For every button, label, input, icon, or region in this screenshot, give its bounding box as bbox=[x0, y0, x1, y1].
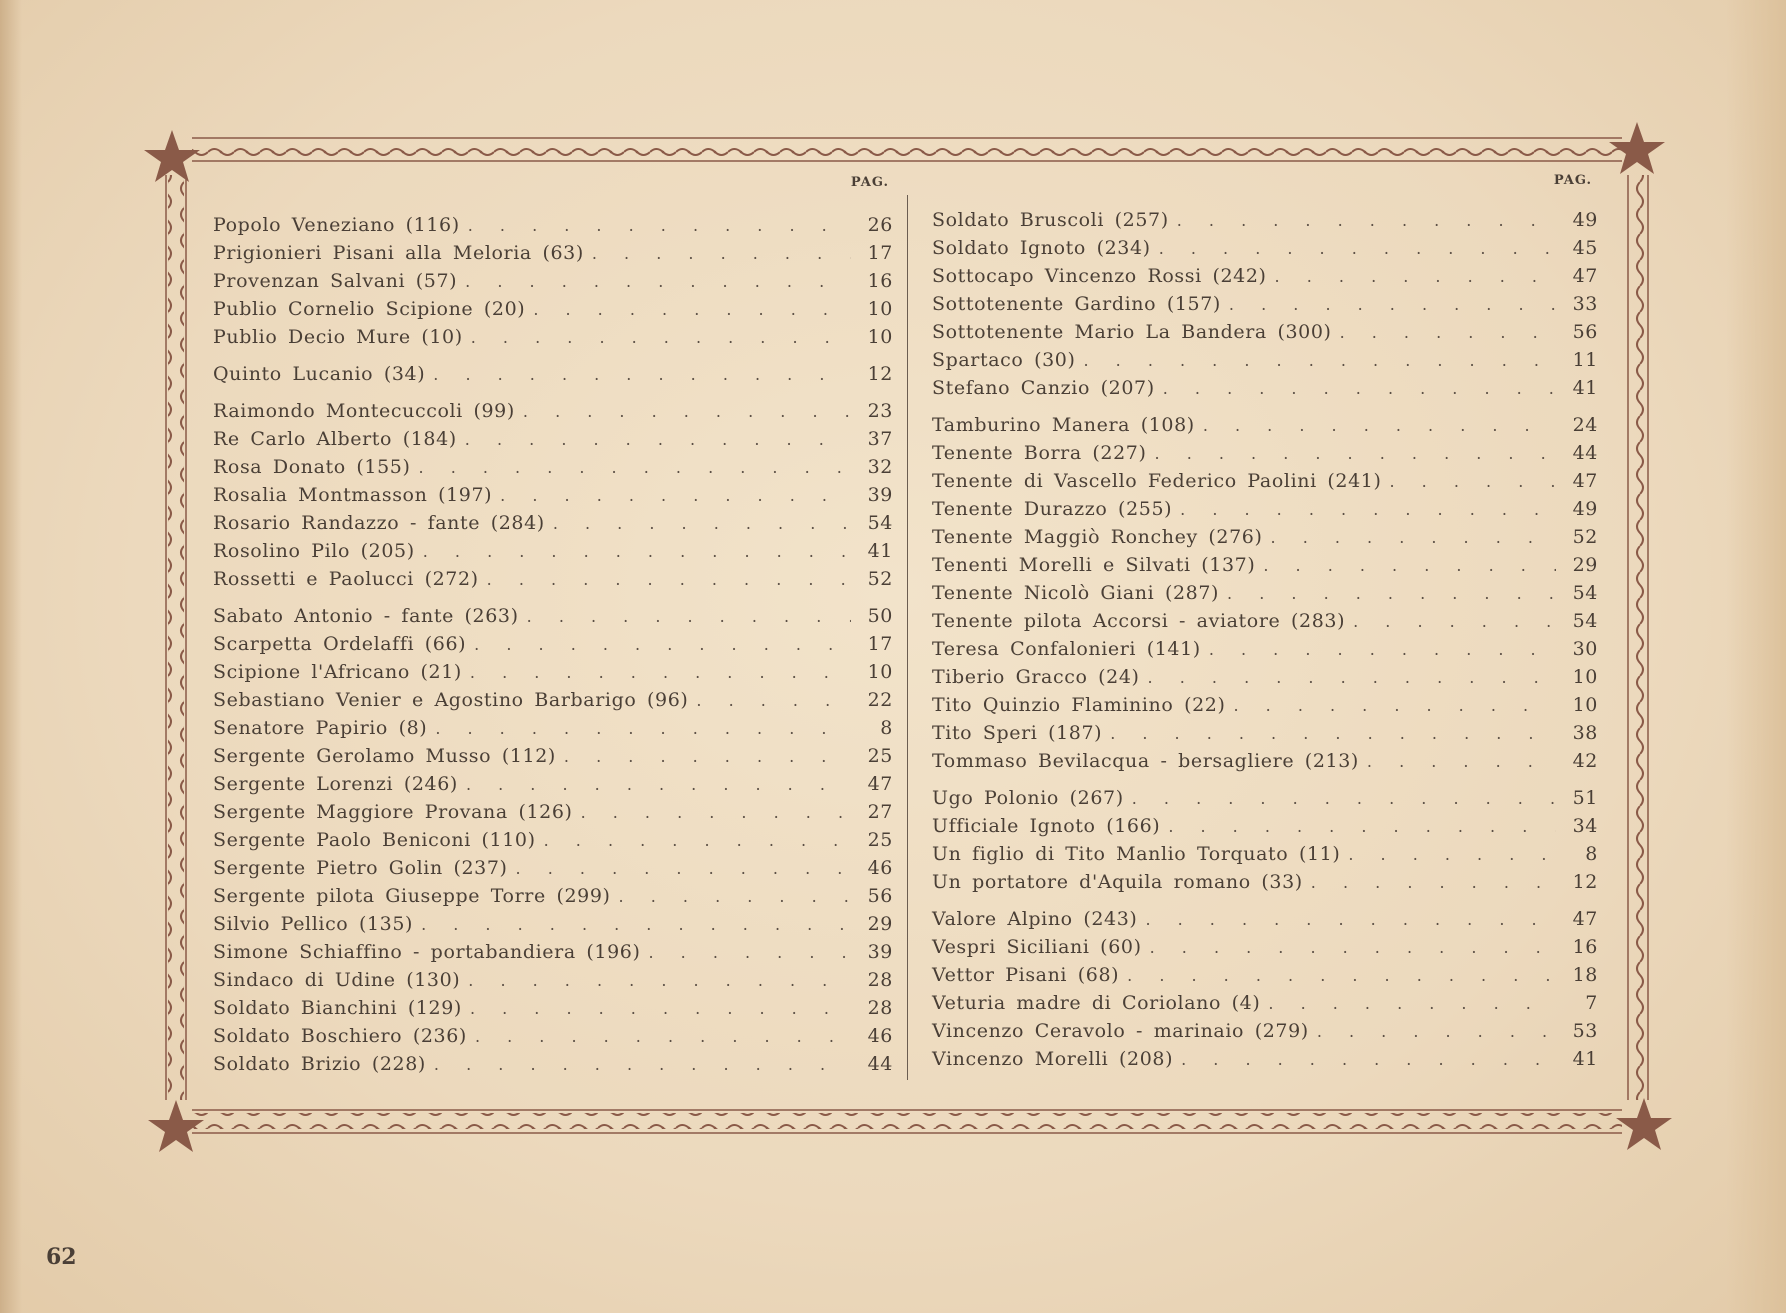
entry-title: Publio Decio Mure (10) bbox=[213, 326, 463, 348]
entry-title: Veturia madre di Coriolano (4) bbox=[932, 992, 1261, 1014]
index-entry bbox=[213, 454, 893, 480]
entry-title: Tiberio Gracco (24) bbox=[932, 666, 1140, 688]
entry-page-number: 47 bbox=[1572, 470, 1598, 492]
entry-title: Re Carlo Alberto (184) bbox=[213, 428, 457, 450]
entry-page-number: 54 bbox=[1572, 582, 1598, 604]
index-entry bbox=[932, 692, 1598, 718]
entry-page-number: 51 bbox=[1572, 787, 1598, 809]
index-entry bbox=[213, 939, 893, 965]
entry-page-number: 45 bbox=[1572, 237, 1598, 259]
entry-page-number: 10 bbox=[867, 298, 893, 320]
dot-leader bbox=[1268, 991, 1556, 1017]
entry-title: Tenente Maggiò Ronchey (276) bbox=[932, 526, 1263, 548]
entry-title: Vettor Pisani (68) bbox=[932, 964, 1120, 986]
entry-page-number: 34 bbox=[1572, 815, 1598, 837]
index-entry bbox=[213, 1023, 893, 1049]
entry-page-number: 23 bbox=[867, 400, 893, 422]
dot-leader bbox=[470, 660, 851, 686]
entry-page-number: 46 bbox=[867, 1025, 893, 1047]
entry-title: Tommaso Bevilacqua - bersagliere (213) bbox=[932, 750, 1359, 772]
entry-page-number: 7 bbox=[1585, 992, 1598, 1014]
dot-leader bbox=[648, 940, 851, 966]
dot-leader bbox=[544, 828, 851, 854]
entry-title: Rosolino Pilo (205) bbox=[213, 540, 415, 562]
index-entry bbox=[932, 468, 1598, 494]
dot-leader bbox=[1340, 320, 1556, 346]
dot-leader bbox=[1311, 870, 1556, 896]
entry-title: Sergente pilota Giuseppe Torre (299) bbox=[213, 885, 611, 907]
pag-header: PAG. bbox=[1553, 173, 1592, 188]
entry-title: Scipione l'Africano (21) bbox=[213, 661, 462, 683]
index-entry bbox=[932, 412, 1598, 438]
bottom-border bbox=[192, 1110, 1622, 1133]
dot-leader bbox=[471, 325, 851, 351]
index-entry bbox=[932, 319, 1598, 345]
dot-leader bbox=[1083, 348, 1556, 374]
entry-title: Quinto Lucanio (34) bbox=[213, 363, 426, 385]
entry-title: Vincenzo Morelli (208) bbox=[932, 1048, 1174, 1070]
entry-page-number: 38 bbox=[1572, 722, 1598, 744]
index-entry bbox=[213, 631, 893, 657]
entry-page-number: 47 bbox=[1572, 265, 1598, 287]
index-entry bbox=[932, 636, 1598, 662]
index-entry bbox=[213, 995, 893, 1021]
entry-page-number: 18 bbox=[1572, 964, 1598, 986]
index-entry bbox=[213, 538, 893, 564]
index-entry bbox=[213, 510, 893, 536]
entry-page-number: 27 bbox=[867, 801, 893, 823]
index-entry bbox=[932, 440, 1598, 466]
dot-leader bbox=[1180, 497, 1556, 523]
index-entry bbox=[213, 482, 893, 508]
entry-page-number: 39 bbox=[867, 484, 893, 506]
dot-leader bbox=[1155, 441, 1556, 467]
entry-title: Sottotenente Mario La Bandera (300) bbox=[932, 321, 1332, 343]
index-entry bbox=[932, 1046, 1598, 1072]
entry-page-number: 49 bbox=[1572, 209, 1598, 231]
entry-title: Sebastiano Venier e Agostino Barbarigo (96) bbox=[213, 689, 689, 711]
right-border bbox=[1628, 175, 1648, 1100]
index-entry bbox=[932, 207, 1598, 233]
dot-leader bbox=[1390, 469, 1557, 495]
dot-leader bbox=[696, 688, 851, 714]
entry-title: Tamburino Manera (108) bbox=[932, 414, 1195, 436]
dot-leader bbox=[1233, 693, 1556, 719]
dot-leader bbox=[1263, 553, 1556, 579]
dot-leader bbox=[434, 1052, 851, 1078]
dot-leader bbox=[419, 455, 851, 481]
index-entry bbox=[213, 240, 893, 266]
dot-leader bbox=[527, 604, 851, 630]
entry-page-number: 56 bbox=[867, 885, 893, 907]
entry-title: Sergente Pietro Golin (237) bbox=[213, 857, 508, 879]
entry-page-number: 29 bbox=[867, 913, 893, 935]
index-entry bbox=[932, 347, 1598, 373]
dot-leader bbox=[1209, 637, 1556, 663]
index-entry bbox=[213, 603, 893, 629]
entry-page-number: 10 bbox=[1572, 666, 1598, 688]
index-entry bbox=[932, 524, 1598, 550]
entry-page-number: 54 bbox=[867, 512, 893, 534]
entry-page-number: 29 bbox=[1572, 554, 1598, 576]
index-entry bbox=[213, 324, 893, 350]
entry-title: Tito Speri (187) bbox=[932, 722, 1103, 744]
entry-title: Ugo Polonio (267) bbox=[932, 787, 1124, 809]
dot-leader bbox=[1317, 1019, 1556, 1045]
index-entry bbox=[932, 608, 1598, 634]
dot-leader bbox=[468, 968, 851, 994]
entry-page-number: 47 bbox=[1572, 908, 1598, 930]
dot-leader bbox=[1271, 525, 1556, 551]
dot-leader bbox=[581, 800, 851, 826]
entry-title: Rosalia Montmasson (197) bbox=[213, 484, 493, 506]
entry-title: Sergente Gerolamo Musso (112) bbox=[213, 745, 556, 767]
index-entry bbox=[932, 785, 1598, 811]
index-entry bbox=[213, 426, 893, 452]
entry-title: Vespri Siciliani (60) bbox=[932, 936, 1142, 958]
index-entry bbox=[932, 934, 1598, 960]
entry-title: Stefano Canzio (207) bbox=[932, 377, 1155, 399]
dot-leader bbox=[1229, 292, 1556, 318]
entry-title: Raimondo Montecuccoli (99) bbox=[213, 400, 515, 422]
entry-title: Senatore Papirio (8) bbox=[213, 717, 428, 739]
entry-page-number: 10 bbox=[1572, 694, 1598, 716]
index-entry bbox=[213, 566, 893, 592]
dot-leader bbox=[474, 632, 851, 658]
entry-page-number: 28 bbox=[867, 997, 893, 1019]
entry-page-number: 24 bbox=[1572, 414, 1598, 436]
entry-page-number: 44 bbox=[1572, 442, 1598, 464]
index-entry bbox=[213, 967, 893, 993]
index-entry bbox=[932, 496, 1598, 522]
left-border bbox=[166, 175, 186, 1100]
dot-leader bbox=[466, 772, 851, 798]
entry-title: Sabato Antonio - fante (263) bbox=[213, 605, 519, 627]
entry-title: Silvio Pellico (135) bbox=[213, 913, 414, 935]
index-entry bbox=[213, 827, 893, 853]
entry-title: Tenente di Vascello Federico Paolini (241) bbox=[932, 470, 1382, 492]
entry-page-number: 26 bbox=[867, 214, 893, 236]
entry-page-number: 12 bbox=[867, 363, 893, 385]
index-entry bbox=[213, 883, 893, 909]
entry-page-number: 56 bbox=[1572, 321, 1598, 343]
entry-title: Un figlio di Tito Manlio Torquato (11) bbox=[932, 843, 1341, 865]
entry-title: Sergente Paolo Beniconi (110) bbox=[213, 829, 536, 851]
entry-page-number: 46 bbox=[867, 857, 893, 879]
entry-title: Rosario Randazzo - fante (284) bbox=[213, 512, 545, 534]
dot-leader bbox=[1163, 376, 1556, 402]
entry-title: Provenzan Salvani (57) bbox=[213, 270, 458, 292]
entry-title: Publio Cornelio Scipione (20) bbox=[213, 298, 526, 320]
entry-page-number: 25 bbox=[867, 745, 893, 767]
dot-leader bbox=[1275, 264, 1556, 290]
index-entry bbox=[932, 748, 1598, 774]
entry-title: Tenente pilota Accorsi - aviatore (283) bbox=[932, 610, 1346, 632]
index-entry bbox=[213, 659, 893, 685]
entry-page-number: 41 bbox=[1572, 1048, 1598, 1070]
dot-leader bbox=[1168, 814, 1556, 840]
index-entry bbox=[213, 398, 893, 424]
dot-leader bbox=[465, 427, 851, 453]
entry-page-number: 12 bbox=[1572, 871, 1598, 893]
entry-page-number: 53 bbox=[1572, 1020, 1598, 1042]
dot-leader bbox=[1127, 963, 1556, 989]
entry-page-number: 17 bbox=[867, 633, 893, 655]
star-icon-bottom-right bbox=[1616, 1098, 1672, 1150]
entry-page-number: 50 bbox=[867, 605, 893, 627]
entry-title: Sergente Maggiore Provana (126) bbox=[213, 801, 573, 823]
entry-title: Rosa Donato (155) bbox=[213, 456, 411, 478]
index-entry bbox=[213, 687, 893, 713]
dot-leader bbox=[1150, 935, 1556, 961]
dot-leader bbox=[1110, 721, 1556, 747]
index-entry bbox=[932, 235, 1598, 261]
index-entry bbox=[213, 799, 893, 825]
dot-leader bbox=[1227, 581, 1556, 607]
entry-page-number: 42 bbox=[1572, 750, 1598, 772]
entry-page-number: 52 bbox=[867, 568, 893, 590]
index-entry bbox=[932, 962, 1598, 988]
dot-leader bbox=[433, 362, 851, 388]
entry-page-number: 17 bbox=[867, 242, 893, 264]
dot-leader bbox=[465, 269, 851, 295]
index-entry bbox=[213, 911, 893, 937]
entry-title: Un portatore d'Aquila romano (33) bbox=[932, 871, 1303, 893]
entry-title: Spartaco (30) bbox=[932, 349, 1076, 371]
index-entry bbox=[932, 990, 1598, 1016]
entry-title: Teresa Confalonieri (141) bbox=[932, 638, 1201, 660]
entry-page-number: 41 bbox=[1572, 377, 1598, 399]
entry-title: Tenente Durazzo (255) bbox=[932, 498, 1173, 520]
index-entry bbox=[932, 720, 1598, 746]
index-entry bbox=[213, 855, 893, 881]
entry-title: Tenente Nicolò Giani (287) bbox=[932, 582, 1220, 604]
pag-header: PAG. bbox=[850, 175, 889, 190]
index-entry bbox=[213, 212, 893, 238]
entry-title: Simone Schiaffino - portabandiera (196) bbox=[213, 941, 641, 963]
dot-leader bbox=[421, 912, 851, 938]
dot-leader bbox=[1203, 413, 1556, 439]
dot-leader bbox=[564, 744, 851, 770]
entry-title: Soldato Ignoto (234) bbox=[932, 237, 1151, 259]
index-entry bbox=[213, 1051, 893, 1077]
index-entry bbox=[932, 375, 1598, 401]
index-entry bbox=[213, 268, 893, 294]
dot-leader bbox=[470, 996, 851, 1022]
entry-page-number: 32 bbox=[867, 456, 893, 478]
entry-page-number: 10 bbox=[867, 661, 893, 683]
index-entry bbox=[932, 291, 1598, 317]
entry-title: Ufficiale Ignoto (166) bbox=[932, 815, 1161, 837]
entry-page-number: 49 bbox=[1572, 498, 1598, 520]
dot-leader bbox=[553, 511, 851, 537]
entry-title: Popolo Veneziano (116) bbox=[213, 214, 460, 236]
entry-page-number: 10 bbox=[867, 326, 893, 348]
entry-page-number: 44 bbox=[867, 1053, 893, 1075]
index-entry bbox=[932, 813, 1598, 839]
entry-page-number: 16 bbox=[867, 270, 893, 292]
entry-title: Tenente Borra (227) bbox=[932, 442, 1147, 464]
entry-page-number: 8 bbox=[1585, 843, 1598, 865]
entry-page-number: 8 bbox=[880, 717, 893, 739]
entry-title: Soldato Bianchini (129) bbox=[213, 997, 462, 1019]
entry-page-number: 47 bbox=[867, 773, 893, 795]
dot-leader bbox=[435, 716, 851, 742]
index-entry bbox=[213, 771, 893, 797]
top-border bbox=[192, 138, 1622, 161]
dot-leader bbox=[1367, 749, 1556, 775]
dot-leader bbox=[533, 297, 851, 323]
dot-leader bbox=[487, 567, 851, 593]
entry-page-number: 33 bbox=[1572, 293, 1598, 315]
index-entry bbox=[932, 664, 1598, 690]
dot-leader bbox=[1148, 665, 1556, 691]
dot-leader bbox=[500, 483, 851, 509]
dot-leader bbox=[592, 241, 851, 267]
entry-title: Sindaco di Udine (130) bbox=[213, 969, 461, 991]
entry-title: Tito Quinzio Flaminino (22) bbox=[932, 694, 1226, 716]
entry-page-number: 22 bbox=[867, 689, 893, 711]
entry-title: Soldato Bruscoli (257) bbox=[932, 209, 1169, 231]
entry-page-number: 41 bbox=[867, 540, 893, 562]
index-entry bbox=[932, 869, 1598, 895]
dot-leader bbox=[1353, 609, 1556, 635]
entry-title: Sergente Lorenzi (246) bbox=[213, 773, 458, 795]
column-divider bbox=[907, 195, 908, 1080]
entry-title: Sottotenente Gardino (157) bbox=[932, 293, 1221, 315]
entry-title: Soldato Brizio (228) bbox=[213, 1053, 426, 1075]
index-entry bbox=[932, 263, 1598, 289]
dot-leader bbox=[423, 539, 851, 565]
entry-title: Prigionieri Pisani alla Meloria (63) bbox=[213, 242, 584, 264]
index-entry bbox=[932, 1018, 1598, 1044]
star-icon-top-left bbox=[144, 130, 200, 182]
dot-leader bbox=[1177, 208, 1556, 234]
dot-leader bbox=[1159, 236, 1556, 262]
entry-page-number: 25 bbox=[867, 829, 893, 851]
index-entry bbox=[213, 715, 893, 741]
entry-page-number: 30 bbox=[1572, 638, 1598, 660]
index-entry bbox=[213, 743, 893, 769]
dot-leader bbox=[1145, 907, 1556, 933]
index-entry bbox=[932, 906, 1598, 932]
index-entry bbox=[932, 552, 1598, 578]
entry-title: Valore Alpino (243) bbox=[932, 908, 1138, 930]
entry-title: Vincenzo Ceravolo - marinaio (279) bbox=[932, 1020, 1309, 1042]
entry-title: Soldato Boschiero (236) bbox=[213, 1025, 467, 1047]
entry-page-number: 52 bbox=[1572, 526, 1598, 548]
dot-leader bbox=[516, 856, 851, 882]
entry-title: Sottocapo Vincenzo Rossi (242) bbox=[932, 265, 1267, 287]
entry-page-number: 11 bbox=[1572, 349, 1598, 371]
page-number: 62 bbox=[46, 1244, 77, 1270]
entry-title: Rossetti e Paolucci (272) bbox=[213, 568, 479, 590]
entry-page-number: 28 bbox=[867, 969, 893, 991]
entry-title: Tenenti Morelli e Silvati (137) bbox=[932, 554, 1256, 576]
index-entry bbox=[932, 841, 1598, 867]
entry-page-number: 16 bbox=[1572, 936, 1598, 958]
index-entry bbox=[932, 580, 1598, 606]
dot-leader bbox=[1348, 842, 1556, 868]
entry-page-number: 37 bbox=[867, 428, 893, 450]
dot-leader bbox=[468, 213, 851, 239]
dot-leader bbox=[523, 399, 851, 425]
index-entry bbox=[213, 361, 893, 387]
dot-leader bbox=[619, 884, 851, 910]
entry-title: Scarpetta Ordelaffi (66) bbox=[213, 633, 467, 655]
entry-page-number: 54 bbox=[1572, 610, 1598, 632]
dot-leader bbox=[1132, 786, 1556, 812]
entry-page-number: 39 bbox=[867, 941, 893, 963]
dot-leader bbox=[1181, 1047, 1556, 1073]
index-entry bbox=[213, 296, 893, 322]
dot-leader bbox=[475, 1024, 851, 1050]
